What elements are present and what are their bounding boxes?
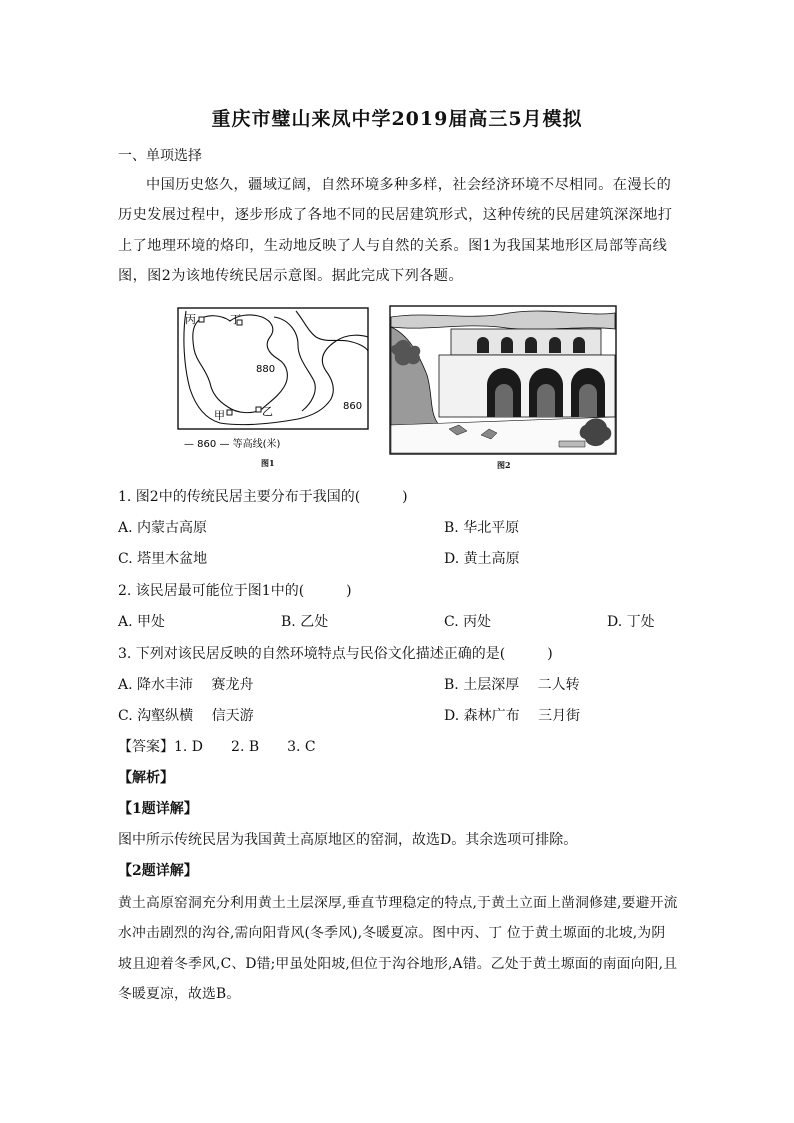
section-heading: 一、单项选择 [118,148,202,164]
question-2-option-a: A. 甲处 [118,614,166,630]
dwelling-svg [389,305,617,457]
contour-map-svg [176,307,370,457]
upper-cave-door-5 [573,337,585,353]
question-3-option-a: A. 降水丰沛 赛龙舟 [118,677,254,693]
upper-cave-door-4 [549,337,561,353]
contour-line-upper-right [296,311,368,351]
lower-cave-door-1 [495,384,513,417]
question-1-option-d: D. 黄土高原 [444,551,520,567]
upper-cave-door-1 [477,337,489,353]
answer-key: 【答案】1. D 2. B 3. C [118,739,316,755]
q2-explanation-heading: 【2题详解】 [118,863,198,879]
question-1-stem: 1. 图2中的传统民居主要分布于我国的( ) [118,489,408,505]
q1-explanation-heading: 【1题详解】 [118,801,198,817]
question-3-option-d: D. 森林广布 三月街 [444,708,581,724]
intro-paragraph [118,170,678,291]
point-bing-marker [199,317,204,322]
figure-1-caption: 图1 [261,458,275,468]
upper-cave-door-3 [525,337,537,353]
q2-explanation-text: 黄土高原窑洞充分利用黄土土层深厚,垂直节理稳定的特点,于黄土立面上凿洞修建,要避开流水冲击剧烈的沟谷,需向阳背风(冬季风),冬暖夏凉。图中丙、丁 位于黄土塬面的北坡,为阴坡且迎着冬季风,C、D错;甲虽处阳坡,但位于沟谷地形,A错。乙处于黄土塬面的南面向阳,且冬暖夏凉，故选B。 [118,895,678,1002]
q1-explanation-text: 图中所示传统民居为我国黄土高原地区的窑洞，故选D。其余选项可排除。 [118,832,578,848]
label-yi: 乙 [262,405,273,418]
lower-cave-door-2 [537,384,555,417]
page-title: 重庆市璧山来凤中学2019届高三5月模拟 [211,108,583,130]
analysis-heading: 【解析】 [118,770,174,786]
question-3-stem: 3. 下列对该民居反映的自然环境特点与民俗文化描述正确的是( ) [118,646,553,662]
map-legend: — 860 — 等高线(米) [184,439,281,450]
question-1-option-c: C. 塔里木盆地 [118,551,208,567]
point-yi-marker [256,407,261,412]
label-contour-860: 860 [343,401,363,412]
label-ding: 丁 [230,313,241,326]
question-3-option-c: C. 沟壑纵横 信天游 [118,708,254,724]
label-bing: 丙 [185,313,196,326]
label-contour-880: 880 [256,364,276,375]
figure-1-contour-map [176,307,370,468]
question-2-option-c: C. 丙处 [444,614,492,630]
figure-2-caption: 图2 [497,460,511,470]
question-2-option-d: D. 丁处 [607,614,655,630]
contour-line-outer [184,311,368,425]
lower-cave-door-3 [579,384,597,417]
point-jia-marker [227,410,232,415]
courtyard-wall [559,441,585,447]
intro-text: 中国历史悠久，疆域辽阔，自然环境多种多样，社会经济环境不尽相同。在漫长的历史发展过程中，逐步形成了各地不同的民居建筑形式，这种传统的民居建筑深深地打上了地理环境的烙印，生动地反映了人与自然的关系。图1为我国某地形区局部等高线图，图2为该地传统民居示意图。据此完成下列各题。 [118,177,673,284]
question-1-option-b: B. 华北平原 [444,520,520,536]
question-1-option-a: A. 内蒙古高原 [118,520,208,536]
question-3-option-b: B. 土层深厚 二人转 [444,677,580,693]
question-2-option-b: B. 乙处 [281,614,329,630]
upper-cave-door-2 [501,337,513,353]
question-2-stem: 2. 该民居最可能位于图1中的( ) [118,583,352,599]
label-jia: 甲 [214,409,225,422]
contour-line-ridge [274,317,315,411]
figure-2-dwelling-illustration [389,305,617,470]
